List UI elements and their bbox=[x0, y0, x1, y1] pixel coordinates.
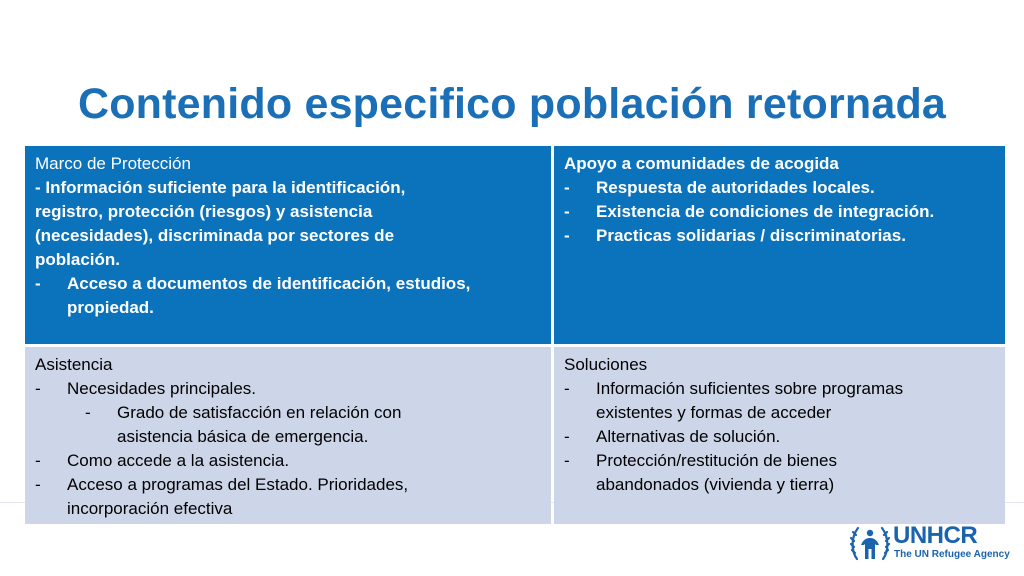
bullet-dash: - bbox=[564, 178, 570, 197]
bullet-dash: - bbox=[564, 451, 570, 470]
list-item bbox=[35, 272, 541, 320]
bullet-dash: - bbox=[564, 427, 570, 446]
logo-wordmark: UNHCR bbox=[893, 522, 978, 549]
cell-heading: Soluciones bbox=[564, 355, 648, 374]
list-item-line: Protección/restitución de bienes bbox=[596, 451, 837, 470]
list-item bbox=[564, 176, 995, 200]
list-item-text bbox=[596, 449, 837, 497]
bullet-dash: - bbox=[564, 202, 570, 221]
list-item-text: Existencia de condiciones de integración. bbox=[596, 202, 935, 221]
list-item-text bbox=[67, 473, 408, 521]
bullet-dash: - bbox=[35, 274, 41, 293]
cell-soluciones bbox=[554, 347, 1005, 524]
list-item-text bbox=[67, 272, 470, 320]
list-item-text: Necesidades principales. bbox=[67, 379, 256, 398]
list-item-line: Acceso a programas del Estado. Prioridades, bbox=[67, 475, 409, 494]
bullet-dash: - bbox=[35, 451, 41, 470]
list-item-text: Como accede a la asistencia. bbox=[67, 451, 290, 470]
cell-heading: Asistencia bbox=[35, 355, 113, 374]
list-item-line: asistencia básica de emergencia. bbox=[117, 427, 369, 446]
slide-title: Contenido especifico población retornada bbox=[77, 80, 947, 128]
list-item-text: Practicas solidarias / discriminatorias. bbox=[596, 226, 906, 245]
list-item bbox=[564, 377, 995, 425]
paragraph-line: registro, protección (riesgos) y asistencia bbox=[35, 202, 373, 221]
list-item bbox=[564, 200, 995, 224]
list-item-line: Grado de satisfacción en relación con bbox=[117, 403, 402, 422]
list-item bbox=[35, 449, 541, 473]
list-item-line: Información suficientes sobre programas bbox=[596, 379, 904, 398]
list-item bbox=[35, 377, 541, 401]
cell-marco-proteccion bbox=[25, 146, 551, 344]
bullet-dash: - bbox=[35, 475, 41, 494]
paragraph-line: población. bbox=[35, 250, 120, 269]
bullet-dash: - bbox=[564, 226, 570, 245]
list-item-text: Respuesta de autoridades locales. bbox=[596, 178, 875, 197]
cell-asistencia bbox=[25, 347, 551, 524]
list-item-line: existentes y formas de acceder bbox=[596, 403, 832, 422]
list-item-line: abandonados (vivienda y tierra) bbox=[596, 475, 835, 494]
bullet-dash: - bbox=[35, 379, 41, 398]
paragraph-line: - Información suficiente para la identificación, bbox=[35, 178, 406, 197]
list-item-line: propiedad. bbox=[67, 298, 154, 317]
sub-list-item bbox=[35, 401, 541, 449]
sub-list-item-text bbox=[117, 401, 401, 449]
cell-heading: Apoyo a comunidades de acogida bbox=[564, 154, 839, 173]
unhcr-logo bbox=[849, 523, 1009, 563]
cell-heading: Marco de Protección bbox=[35, 154, 191, 173]
list-item-text bbox=[596, 377, 903, 425]
paragraph-line: (necesidades), discriminada por sectores de bbox=[35, 226, 395, 245]
content-table bbox=[25, 146, 1005, 524]
list-item bbox=[35, 473, 541, 521]
list-item bbox=[564, 224, 995, 248]
cell-apoyo-comunidades bbox=[554, 146, 1005, 344]
bullet-dash: - bbox=[85, 403, 91, 422]
bullet-dash: - bbox=[564, 379, 570, 398]
list-item-line: Acceso a documentos de identificación, estudios, bbox=[67, 274, 471, 293]
list-item bbox=[564, 425, 995, 449]
unhcr-emblem-icon bbox=[849, 523, 891, 563]
list-item-text: Alternativas de solución. bbox=[596, 427, 781, 446]
list-item bbox=[564, 449, 995, 497]
list-item-line: incorporación efectiva bbox=[67, 499, 233, 518]
logo-tagline: The UN Refugee Agency bbox=[894, 549, 1010, 560]
